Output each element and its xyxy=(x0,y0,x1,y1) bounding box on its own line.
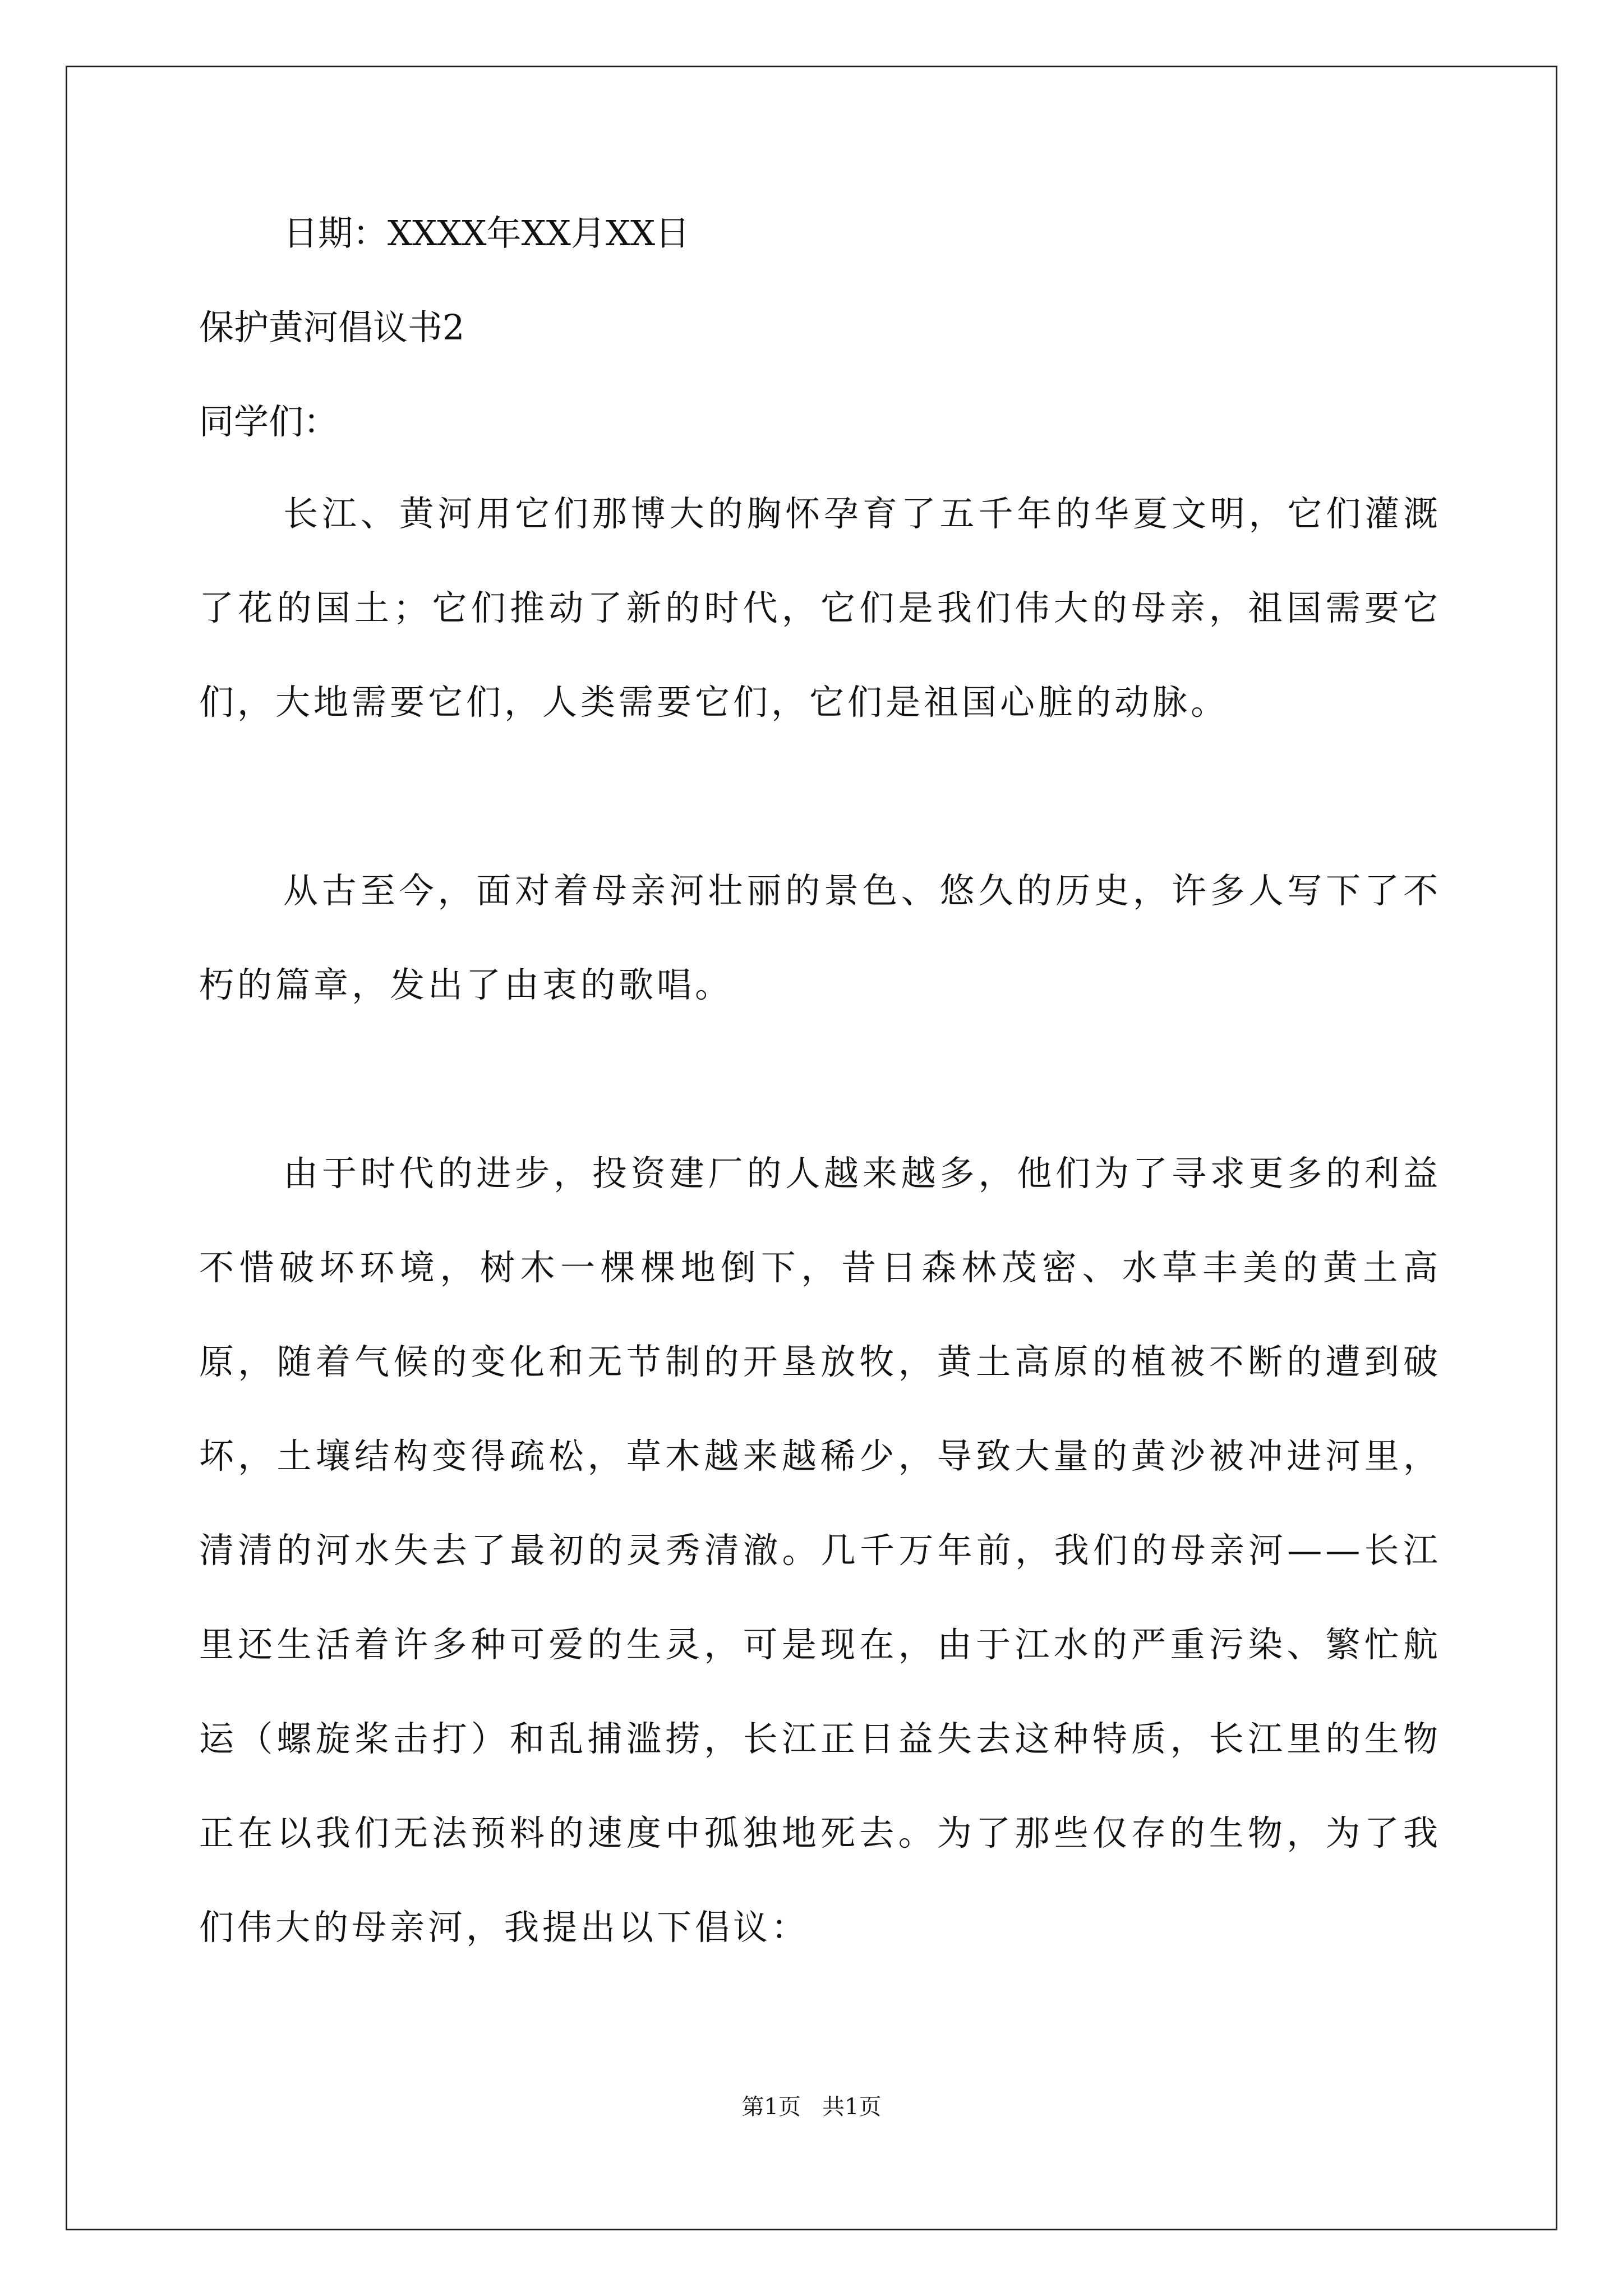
salutation: 同学们： xyxy=(199,401,339,442)
paragraph: 由于时代的进步，投资建厂的人越来越多，他们为了寻求更多的利益不惜破坏环境，树木一棵棵地倒下，昔日森林茂密、水草丰美的黄土高原，随着气候的变化和无节制的开垦放牧，黄土高原的植被不断的遭到破坏，土壤结构变得疏松，草木越来越稀少，导致大量的黄沙被冲进河里，清清的河水失去了最初的灵秀清澈。几千万年前，我们的母亲河——长江里还生活着许多种可爱的生灵，可是现在，由于江水的严重污染、繁忙航运（螺旋桨击打）和乱捕滥捞，长江正日益失去这种特质，长江里的生物正在以我们无法预料的速度中孤独地死去。为了那些仅存的生物，为了我们伟大的母亲河，我提出以下倡议： xyxy=(199,1153,1441,1948)
date-line: 日期：XXXX年XX月XX日 xyxy=(283,213,690,254)
paragraph: 从古至今，面对着母亲河壮丽的景色、悠久的历史，许多人写下了不朽的篇章，发出了由衷的歌唱。 xyxy=(199,870,1441,1005)
paragraph: 长江、黄河用它们那博大的胸怀孕育了五千年的华夏文明，它们灌溉了花的国土；它们推动了新的时代，它们是我们伟大的母亲，祖国需要它们，大地需要它们，人类需要它们，它们是祖国心脏的动脉。 xyxy=(199,493,1441,723)
page-footer: 第1页 共1页 xyxy=(741,2094,882,2120)
document-title: 保护黄河倡议书2 xyxy=(199,307,465,348)
